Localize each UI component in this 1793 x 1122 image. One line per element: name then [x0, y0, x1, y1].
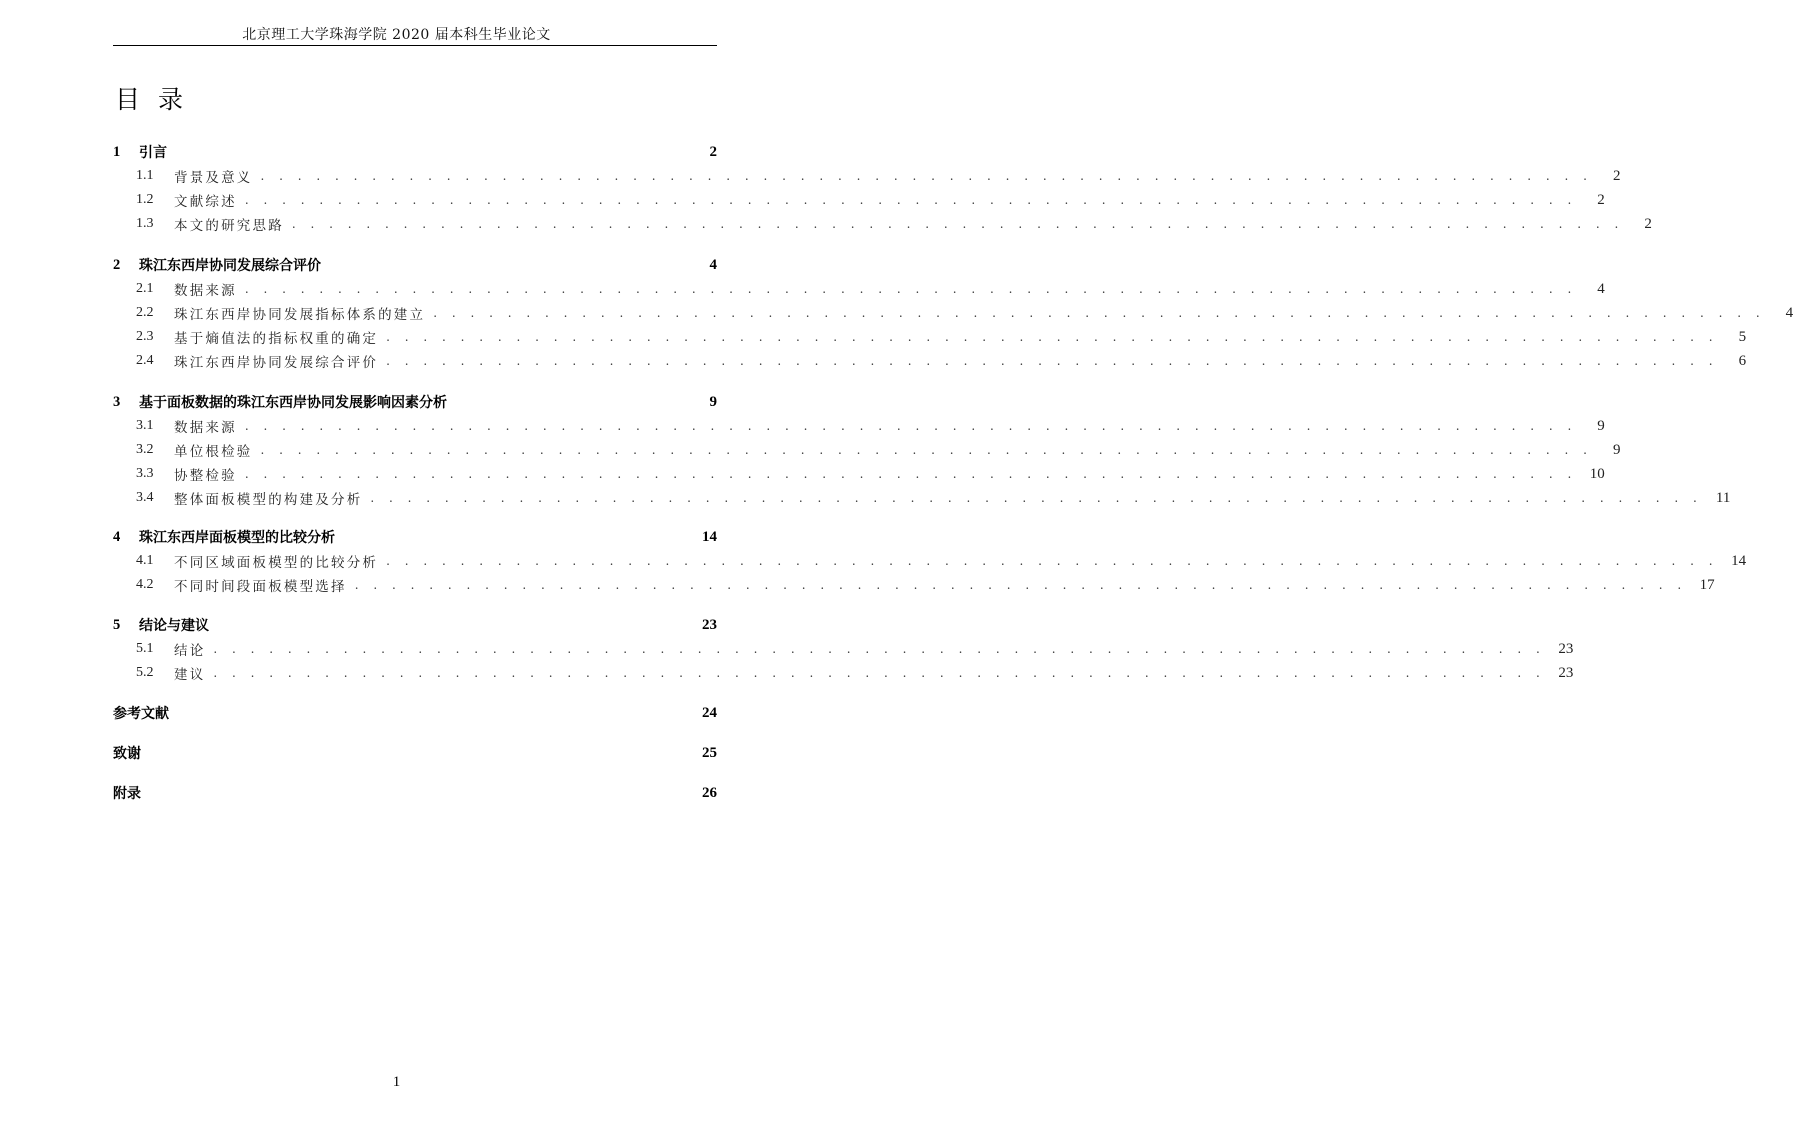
toc-entry-page: 2 [709, 143, 717, 160]
toc-entry-page: 23 [1558, 664, 1574, 681]
dot-leader: . . . . . . . . . . . . . . . . . . . . . . . . . . . . . . . . . . . . . . . . . . . . . . . . . . . . . . . . . . . . . . . . . . . . . . . . [244, 193, 1577, 207]
toc-entry-label: 附录 [113, 786, 141, 802]
toc-entry-label: 建议 [174, 667, 206, 683]
toc-chapter-4[interactable] [113, 527, 717, 547]
toc-entry-page: 4 [1785, 304, 1793, 321]
toc-entry-page: 17 [1699, 576, 1715, 593]
toc-entry-label: 数据来源 [174, 283, 237, 299]
toc-entry-label: 数据来源 [174, 420, 237, 436]
dot-leader: . . . . . . . . . . . . . . . . . . . . . . . . . . . . . . . . . . . . . . . . . . . . . . . . . . . . . . . . . . . . . . . . . . . . . . . . [370, 491, 1703, 505]
toc-entry-number: 1 [113, 143, 121, 160]
toc-entry-number: 3.1 [136, 418, 154, 433]
toc-entry-page: 4 [709, 256, 717, 273]
toc-entry-label: 结论与建议 [139, 618, 209, 634]
toc-entry-label: 致谢 [113, 746, 141, 762]
toc-entry-label: 珠江东西岸协同发展综合评价 [174, 355, 379, 371]
toc-entry-label: 不同时间段面板模型选择 [174, 579, 347, 595]
dot-leader: . . . . . . . . . . . . . . . . . . . . . . . . . . . . . . . . . . . . . . . . . . . . . . . . . . . . . . . . . . . . . . . . . . . . . . . . [433, 306, 1766, 320]
toc-entry-label: 整体面板模型的构建及分析 [174, 492, 363, 508]
running-header: 北京理工大学珠海学院 2020 届本科生毕业论文 [242, 27, 551, 43]
toc-entry-label: 背景及意义 [174, 170, 253, 186]
toc-entry-label: 单位根检验 [174, 444, 253, 460]
dot-leader: . . . . . . . . . . . . . . . . . . . . . . . . . . . . . . . . . . . . . . . . . . . . . . . . . . . . . . . . . . . . . . . . . . . . . . . . [291, 217, 1624, 231]
toc-entry-label: 本文的研究思路 [174, 218, 284, 234]
dot-leader: . . . . . . . . . . . . . . . . . . . . . . . . . . . . . . . . . . . . . . . . . . . . . . . . . . . . . . . . . . . . . . . . . . . . . . . . [244, 467, 1577, 481]
toc-entry-label: 珠江东西岸协同发展指标体系的建立 [174, 307, 426, 323]
toc-entry-number: 4.1 [136, 553, 154, 568]
toc-section-3-4[interactable] [113, 488, 1731, 508]
toc-section-3-2[interactable] [113, 440, 1621, 460]
page-number: 1 [392, 1074, 401, 1090]
toc-section-2-2[interactable] [113, 303, 1793, 323]
toc-entry-page: 9 [1612, 441, 1621, 458]
toc-entry-label: 珠江东西岸面板模型的比较分析 [139, 530, 335, 546]
toc-entry-page: 26 [702, 784, 717, 801]
toc-entry-page: 9 [1597, 417, 1605, 434]
dot-leader: . . . . . . . . . . . . . . . . . . . . . . . . . . . . . . . . . . . . . . . . . . . . . . . . . . . . . . . . . . . . . . . . . . . . . . . . [354, 578, 1687, 592]
toc-section-5-1[interactable] [113, 639, 1574, 659]
toc-entry-page: 23 [702, 616, 717, 633]
toc-entry-number: 2.1 [136, 281, 154, 296]
toc-entry-label: 引言 [139, 145, 167, 161]
toc-entry-page: 5 [1738, 328, 1747, 345]
toc-entry-number: 2.2 [136, 305, 154, 320]
toc-entry-number: 5.2 [136, 665, 154, 680]
toc-entry-page: 10 [1589, 465, 1605, 482]
toc-entry-page: 14 [1731, 552, 1747, 569]
toc-entry-page: 2 [1612, 167, 1621, 184]
dot-leader: . . . . . . . . . . . . . . . . . . . . . . . . . . . . . . . . . . . . . . . . . . . . . . . . . . . . . . . . . . . . . . . . . . . . . . . . [386, 354, 1719, 368]
toc-entry-number: 2 [113, 256, 121, 273]
toc-title: 目录 [115, 85, 202, 114]
toc-entry-number: 5 [113, 616, 121, 633]
dot-leader: . . . . . . . . . . . . . . . . . . . . . . . . . . . . . . . . . . . . . . . . . . . . . . . . . . . . . . . . . . . . . . . . . . . . . . . . [244, 419, 1577, 433]
toc-back-matter-1[interactable] [113, 703, 717, 723]
toc-entry-page: 6 [1738, 352, 1747, 369]
toc-section-2-4[interactable] [113, 351, 1747, 371]
toc-chapter-5[interactable] [113, 615, 717, 635]
toc-entry-page: 11 [1715, 489, 1731, 506]
toc-section-4-1[interactable] [113, 551, 1747, 571]
toc-entry-number: 2.4 [136, 353, 154, 368]
toc-entry-label: 珠江东西岸协同发展综合评价 [139, 258, 321, 274]
toc-section-1-1[interactable] [113, 166, 1621, 186]
toc-entry-label: 参考文献 [113, 706, 169, 722]
toc-entry-label: 基于熵值法的指标权重的确定 [174, 331, 379, 347]
toc-section-3-3[interactable] [113, 464, 1605, 484]
toc-section-2-3[interactable] [113, 327, 1747, 347]
toc-entry-label: 文献综述 [174, 194, 237, 210]
toc-entry-label: 基于面板数据的珠江东西岸协同发展影响因素分析 [139, 395, 447, 411]
toc-entry-page: 2 [1644, 215, 1652, 232]
toc-entry-number: 1.3 [136, 216, 154, 231]
toc-entry-number: 1.2 [136, 192, 154, 207]
toc-entry-number: 3.2 [136, 442, 154, 457]
toc-entry-number: 3.3 [136, 466, 154, 481]
toc-entry-number: 4 [113, 528, 121, 545]
toc-chapter-2[interactable] [113, 255, 717, 275]
toc-entry-page: 2 [1597, 191, 1605, 208]
toc-entry-label: 协整检验 [174, 468, 237, 484]
toc-entry-label: 不同区域面板模型的比较分析 [174, 555, 379, 571]
toc-entry-number: 2.3 [136, 329, 154, 344]
toc-chapter-3[interactable] [113, 392, 717, 412]
toc-section-3-1[interactable] [113, 416, 1605, 436]
dot-leader: . . . . . . . . . . . . . . . . . . . . . . . . . . . . . . . . . . . . . . . . . . . . . . . . . . . . . . . . . . . . . . . . . . . . . . . . [260, 169, 1593, 183]
toc-back-matter-3[interactable] [113, 783, 717, 803]
toc-entry-number: 4.2 [136, 577, 154, 592]
toc-back-matter-2[interactable] [113, 743, 717, 763]
toc-entry-number: 5.1 [136, 641, 154, 656]
toc-section-4-2[interactable] [113, 575, 1715, 595]
dot-leader: . . . . . . . . . . . . . . . . . . . . . . . . . . . . . . . . . . . . . . . . . . . . . . . . . . . . . . . . . . . . . . . . . . . . . . . . [386, 554, 1719, 568]
dot-leader: . . . . . . . . . . . . . . . . . . . . . . . . . . . . . . . . . . . . . . . . . . . . . . . . . . . . . . . . . . . . . . . . . . . . . . . . [213, 642, 1546, 656]
toc-chapter-1[interactable] [113, 142, 717, 162]
dot-leader: . . . . . . . . . . . . . . . . . . . . . . . . . . . . . . . . . . . . . . . . . . . . . . . . . . . . . . . . . . . . . . . . . . . . . . . . [244, 282, 1577, 296]
toc-entry-page: 25 [702, 744, 717, 761]
toc-entry-label: 结论 [174, 643, 206, 659]
toc-entry-page: 24 [702, 704, 717, 721]
toc-entry-page: 23 [1558, 640, 1574, 657]
toc-section-1-3[interactable] [113, 214, 1652, 234]
dot-leader: . . . . . . . . . . . . . . . . . . . . . . . . . . . . . . . . . . . . . . . . . . . . . . . . . . . . . . . . . . . . . . . . . . . . . . . . [213, 666, 1546, 680]
toc-section-1-2[interactable] [113, 190, 1605, 210]
toc-section-2-1[interactable] [113, 279, 1605, 299]
toc-entry-number: 3 [113, 393, 121, 410]
dot-leader: . . . . . . . . . . . . . . . . . . . . . . . . . . . . . . . . . . . . . . . . . . . . . . . . . . . . . . . . . . . . . . . . . . . . . . . . [260, 443, 1593, 457]
dot-leader: . . . . . . . . . . . . . . . . . . . . . . . . . . . . . . . . . . . . . . . . . . . . . . . . . . . . . . . . . . . . . . . . . . . . . . . . [386, 330, 1719, 344]
toc-entry-page: 14 [702, 528, 717, 545]
toc-entry-number: 3.4 [136, 490, 154, 505]
toc-entry-page: 9 [709, 393, 717, 410]
toc-entry-page: 4 [1597, 280, 1605, 297]
toc-section-5-2[interactable] [113, 663, 1574, 683]
toc-entry-number: 1.1 [136, 168, 154, 183]
